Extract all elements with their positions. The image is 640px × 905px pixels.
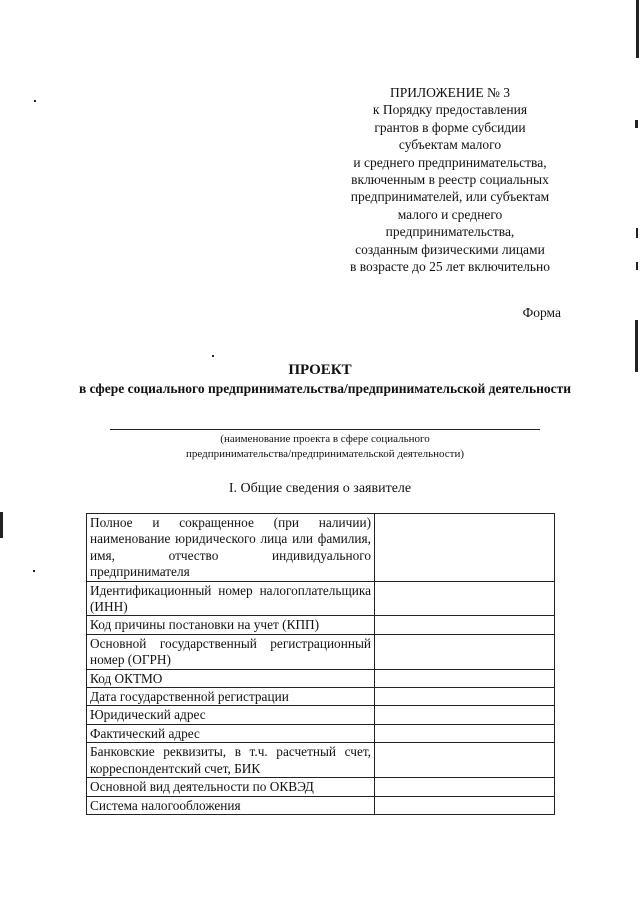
document-title: ПРОЕКТ: [288, 362, 352, 378]
row-value-cell[interactable]: [375, 616, 555, 634]
appendix-line: предпринимательства,: [385, 224, 515, 240]
appendix-line: созданным физическими лицами: [355, 241, 545, 257]
row-value-cell[interactable]: [375, 688, 555, 706]
document-subtitle: в сфере социального предпринимательства/предпринимательской деятельности: [78, 381, 572, 396]
scan-mark: [636, 228, 638, 238]
table-row: [87, 616, 555, 634]
appendix-line: в возрасте до 25 лет включительно: [349, 259, 550, 275]
scan-mark: [635, 120, 638, 128]
appendix-block: [300, 84, 600, 275]
table-row: [87, 581, 555, 616]
appendix-line: ПРИЛОЖЕНИЕ № 3: [389, 85, 511, 100]
table-row: [87, 706, 555, 724]
row-label: Дата государственной регистрации: [87, 688, 375, 706]
row-label: Полное и сокращенное (при наличии) наименование юридического лица или фамилия, имя, отчество индивидуального предпринимателя: [87, 514, 375, 582]
row-value-cell[interactable]: [375, 706, 555, 724]
row-value-cell[interactable]: [375, 743, 555, 778]
appendix-line: и среднего предпринимательства,: [353, 154, 547, 170]
row-value-cell[interactable]: [375, 669, 555, 687]
table-row: [87, 724, 555, 742]
caption-line: предпринимательства/предпринимательской деятельности): [185, 448, 464, 460]
row-label: Банковские реквизиты, в т.ч. расчетный счет, корреспондентский счет, БИК: [87, 743, 375, 778]
scan-mark: [34, 100, 36, 102]
table-row: [87, 796, 555, 814]
row-label: Система налогообложения: [87, 796, 375, 814]
applicant-info-table: [86, 513, 555, 815]
table-row: [87, 634, 555, 669]
appendix-line: грантов в форме субсидии: [374, 119, 526, 135]
project-name-caption: [100, 432, 550, 462]
row-label: Основной вид деятельности по ОКВЭД: [87, 778, 375, 796]
row-label: Основной государственный регистрационный номер (ОГРН): [87, 634, 375, 669]
row-label: Фактический адрес: [87, 724, 375, 742]
scan-mark: [212, 355, 214, 357]
table-row: [87, 778, 555, 796]
row-label: Идентификационный номер налогоплательщика (ИНН): [87, 581, 375, 616]
table-row: [87, 669, 555, 687]
table-row: [87, 743, 555, 778]
appendix-line: предпринимателей, или субъектам: [350, 189, 550, 205]
scan-mark: [635, 320, 638, 372]
appendix-line: к Порядку предоставления: [372, 102, 528, 118]
appendix-line: малого и среднего: [397, 206, 503, 222]
row-value-cell[interactable]: [375, 514, 555, 582]
table-row: [87, 514, 555, 582]
row-label: Код причины постановки на учет (КПП): [87, 616, 375, 634]
scan-mark: [33, 570, 35, 572]
scan-mark: [636, 0, 639, 58]
appendix-line: включенным в реестр социальных: [351, 172, 549, 188]
row-value-cell[interactable]: [375, 634, 555, 669]
row-value-cell[interactable]: [375, 724, 555, 742]
row-value-cell[interactable]: [375, 796, 555, 814]
row-value-cell[interactable]: [375, 581, 555, 616]
project-name-line[interactable]: [110, 429, 540, 430]
table-row: [87, 688, 555, 706]
row-label: Юридический адрес: [87, 706, 375, 724]
caption-line: (наименование проекта в сфере социального: [220, 433, 430, 445]
appendix-line: субъектам малого: [398, 137, 502, 153]
scan-mark: [0, 512, 3, 538]
scan-mark: [636, 262, 638, 270]
section-title: I. Общие сведения о заявителе: [228, 481, 412, 496]
row-value-cell[interactable]: [375, 778, 555, 796]
form-label: Форма: [522, 305, 561, 320]
row-label: Код ОКТМО: [87, 669, 375, 687]
